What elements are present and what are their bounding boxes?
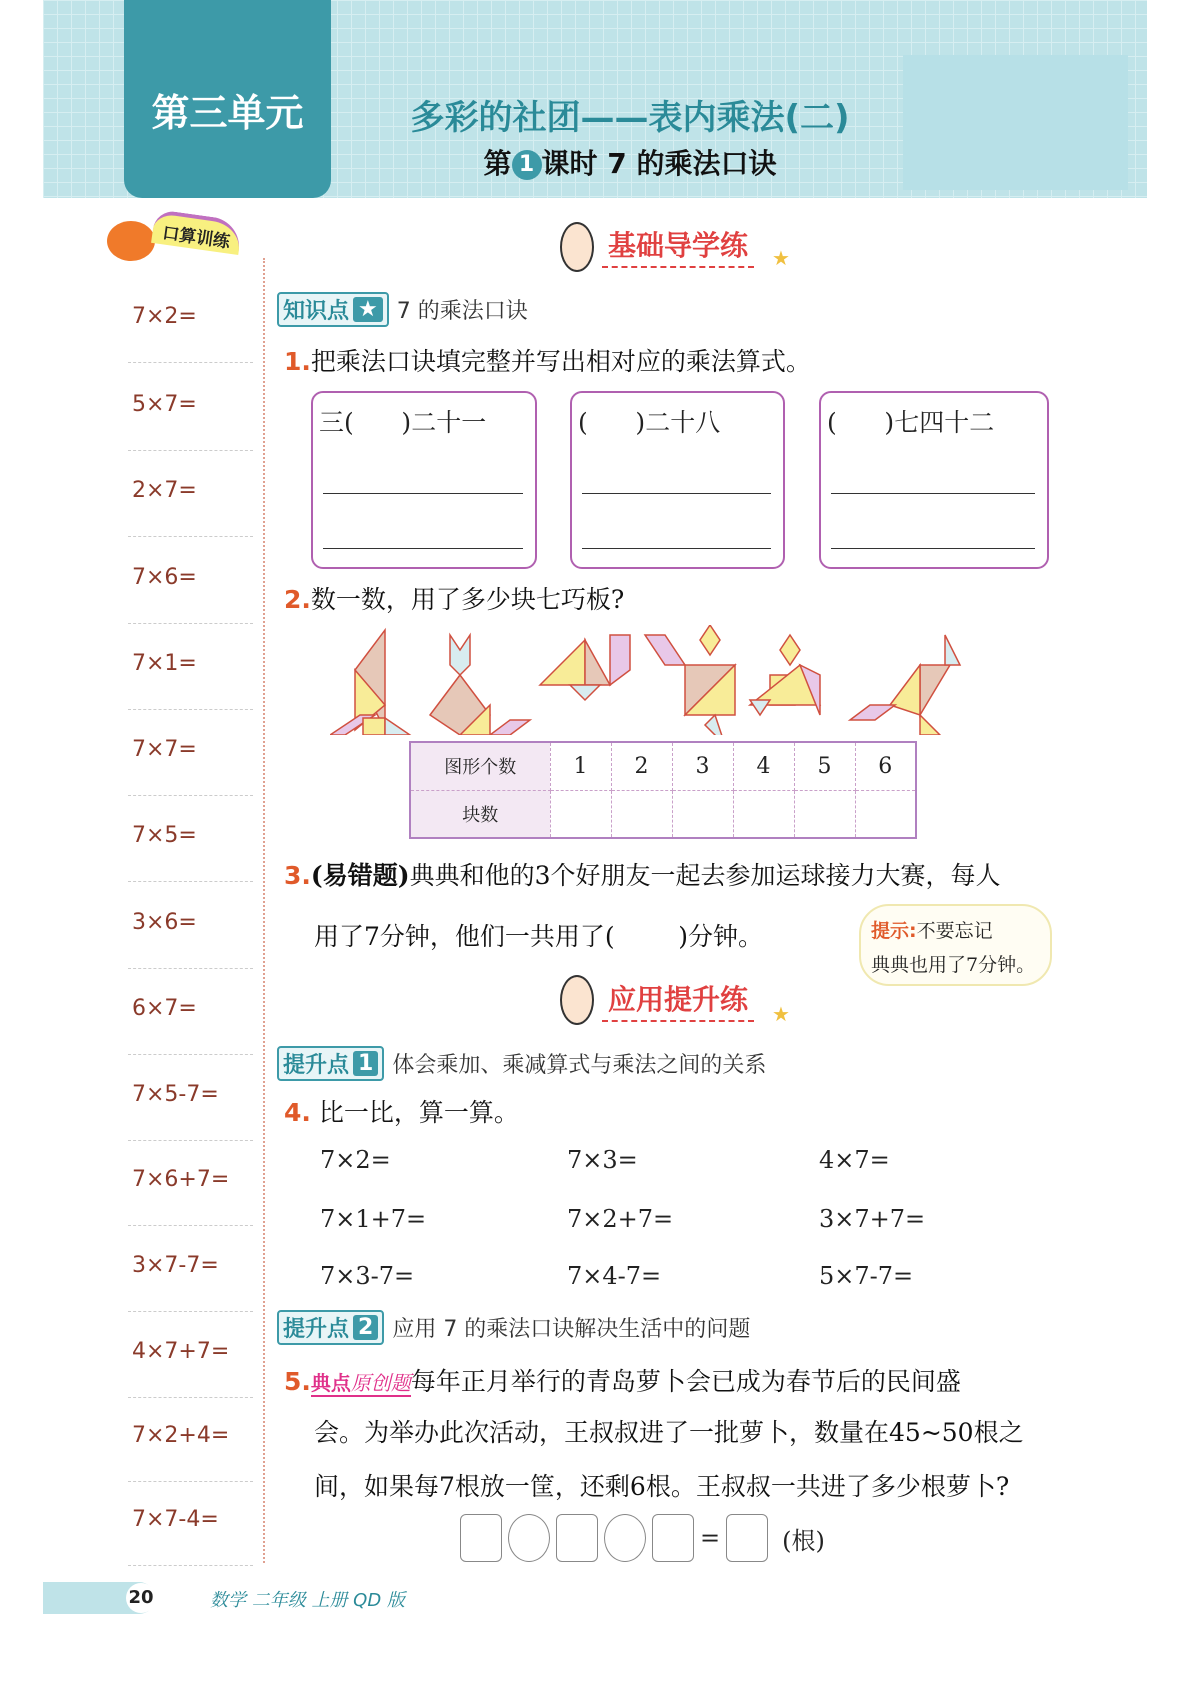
blob-icon [107, 221, 155, 261]
boy-icon [560, 975, 594, 1025]
improve-tag-number: 1 [353, 1051, 378, 1076]
sidebar-label: 口算训练 [151, 209, 243, 255]
improve-point-1 [277, 1046, 766, 1081]
star-icon: ★ [772, 246, 790, 270]
q3-number: 3. [284, 861, 311, 890]
verse-2: ( )二十八 [578, 408, 721, 437]
improve-text: 体会乘加、乘减算式与乘法之间的关系 [392, 1053, 767, 1078]
tangram-figure-3 [540, 635, 630, 700]
divider [128, 450, 253, 451]
lesson-number: 1 [512, 150, 542, 180]
knowledge-tag [277, 292, 389, 327]
table-cell: 1 [550, 742, 611, 790]
star-icon: ★ [353, 297, 383, 322]
improve-tag-label: 提升点 [283, 1053, 350, 1078]
section-apply: 应用提升练 [602, 978, 754, 1022]
calc-item: 7×1+7= [320, 1205, 427, 1233]
divider [128, 1311, 253, 1312]
divider [128, 709, 253, 710]
subtitle-prefix: 第 [483, 147, 512, 180]
oral-calc-item: 3×7-7= [132, 1253, 219, 1278]
divider [128, 795, 253, 796]
hint-bubble [859, 904, 1052, 986]
tangram-figure-6 [850, 635, 960, 735]
number-box[interactable] [556, 1514, 598, 1562]
oral-calc-item: 7×6= [132, 565, 197, 590]
q3-tag: (易错题) [310, 861, 410, 890]
answer-cell[interactable] [550, 790, 611, 838]
tangram-figure-2 [430, 635, 530, 735]
section-basic: 基础导学练 [602, 224, 754, 268]
answer-cell[interactable] [794, 790, 855, 838]
oral-calc-item: 5×7= [132, 392, 197, 417]
answer-cell[interactable] [611, 790, 672, 838]
question-2 [284, 580, 624, 616]
tangram-count-table [409, 741, 917, 839]
oral-calc-item: 7×5-7= [132, 1082, 219, 1107]
page-number: 20 [126, 1583, 156, 1613]
question-1 [284, 342, 811, 378]
q4-text: 比一比，算一算。 [318, 1098, 519, 1127]
operator-circle[interactable] [604, 1514, 646, 1562]
verse-1: 三( )二十一 [319, 408, 487, 437]
calc-item: 4×7= [819, 1146, 890, 1174]
tangram-figures [330, 625, 1030, 735]
oral-calc-item: 7×7-4= [132, 1507, 219, 1532]
question-4 [284, 1093, 519, 1129]
hint-label: 提示: [871, 920, 917, 942]
subtitle-suffix: 课时 7 的乘法口诀 [541, 147, 777, 180]
q3-line2: 用了7分钟，他们一共用了( )分钟。 [314, 922, 763, 951]
calc-item: 5×7-7= [819, 1262, 914, 1290]
oral-calc-item: 7×5= [132, 823, 197, 848]
calc-item: 3×7+7= [819, 1205, 926, 1233]
unit-label: (根) [782, 1526, 825, 1555]
answer-line[interactable] [582, 493, 771, 494]
improve-tag-label: 提升点 [283, 1317, 350, 1342]
equals-sign: = [700, 1524, 721, 1552]
q5-line3: 间，如果每7根放一筐，还剩6根。王叔叔一共进了多少根萝卜? [314, 1472, 1010, 1501]
calc-item: 7×2= [320, 1146, 391, 1174]
verse-box-3[interactable] [819, 391, 1049, 569]
oral-calc-item: 7×6+7= [132, 1167, 230, 1192]
verse-box-2[interactable] [570, 391, 785, 569]
unit-label: 第三单元 [124, 0, 331, 198]
q5-tag-original: 原创题 [350, 1371, 411, 1395]
oral-calc-item: 7×2= [132, 304, 197, 329]
improve-point-2 [277, 1310, 750, 1345]
divider [128, 1140, 253, 1141]
page-title: 多彩的社团——表内乘法(二) [410, 98, 850, 138]
sidebar-divider [263, 258, 265, 1563]
answer-line[interactable] [831, 493, 1035, 494]
q5-line1: 每年正月举行的青岛萝卜会已成为春节后的民间盛 [410, 1367, 961, 1396]
book-title: 数学 二年级 上册 QD 版 [210, 1590, 405, 1611]
answer-line[interactable] [582, 548, 771, 549]
divider [128, 536, 253, 537]
number-box[interactable] [652, 1514, 694, 1562]
oral-calc-item: 7×2+4= [132, 1423, 230, 1448]
knowledge-text: 7 的乘法口诀 [396, 299, 528, 324]
q5-line2: 会。为举办此次活动，王叔叔进了一批萝卜，数量在45~50根之 [314, 1418, 1024, 1447]
answer-cell[interactable] [855, 790, 916, 838]
q4-number: 4. [284, 1098, 311, 1127]
knowledge-point [277, 292, 528, 327]
table-cell: 6 [855, 742, 916, 790]
calc-item: 7×2+7= [567, 1205, 674, 1233]
answer-cell[interactable] [733, 790, 794, 838]
knowledge-tag-label: 知识点 [283, 299, 350, 324]
answer-line[interactable] [323, 493, 523, 494]
star-icon: ★ [772, 1002, 790, 1026]
question-5 [284, 1362, 961, 1398]
q1-text: 把乘法口诀填完整并写出相对应的乘法算式。 [310, 347, 811, 376]
tangram-figure-4 [645, 625, 735, 735]
oral-calc-item: 6×7= [132, 996, 197, 1021]
calc-item: 7×4-7= [567, 1262, 662, 1290]
divider [128, 623, 253, 624]
divider [128, 1225, 253, 1226]
verse-3: ( )七四十二 [827, 408, 995, 437]
divider [128, 1054, 253, 1055]
divider [128, 1481, 253, 1482]
header-decoration [903, 55, 1128, 190]
hint-text-1: 不要忘记 [916, 920, 993, 942]
q1-number: 1. [284, 347, 311, 376]
lesson-subtitle [400, 142, 860, 182]
improve-tag [277, 1046, 384, 1081]
table-cell: 2 [611, 742, 672, 790]
divider [128, 968, 253, 969]
q2-text: 数一数，用了多少块七巧板? [310, 585, 625, 614]
calc-item: 7×3= [567, 1146, 638, 1174]
answer-line[interactable] [831, 548, 1035, 549]
table-header-figure: 图形个数 [410, 742, 550, 790]
result-box[interactable] [726, 1514, 768, 1562]
divider [128, 1565, 253, 1566]
calc-item: 7×3-7= [320, 1262, 415, 1290]
oral-calc-item: 7×7= [132, 737, 197, 762]
oral-calc-item: 3×6= [132, 910, 197, 935]
boy-icon [560, 222, 594, 272]
hint-text-2: 典典也用了7分钟。 [871, 954, 1036, 976]
divider [128, 881, 253, 882]
oral-calc-item: 7×1= [132, 651, 197, 676]
table-cell: 5 [794, 742, 855, 790]
oral-calc-logo [107, 215, 267, 263]
number-box[interactable] [460, 1514, 502, 1562]
oral-calc-item: 2×7= [132, 478, 197, 503]
answer-cell[interactable] [672, 790, 733, 838]
divider [128, 1397, 253, 1398]
verse-box-1[interactable] [311, 391, 537, 569]
oral-calc-item: 4×7+7= [132, 1339, 230, 1364]
tangram-figure-1 [330, 630, 410, 735]
equation-blanks [460, 1514, 825, 1562]
improve-tag-number: 2 [353, 1315, 378, 1340]
answer-line[interactable] [323, 548, 523, 549]
table-header-pieces: 块数 [410, 790, 550, 838]
table-cell: 4 [733, 742, 794, 790]
q5-number: 5. [284, 1367, 311, 1396]
divider [128, 362, 253, 363]
q2-number: 2. [284, 585, 311, 614]
tangram-figure-5 [750, 635, 820, 715]
q5-tag-typical: 典点 [310, 1371, 351, 1395]
question-3 [284, 856, 1001, 892]
q3-line1: 典典和他的3个好朋友一起去参加运球接力大赛，每人 [409, 861, 1001, 890]
improve-text: 应用 7 的乘法口诀解决生活中的问题 [392, 1317, 751, 1342]
operator-circle[interactable] [508, 1514, 550, 1562]
table-cell: 3 [672, 742, 733, 790]
improve-tag [277, 1310, 384, 1345]
